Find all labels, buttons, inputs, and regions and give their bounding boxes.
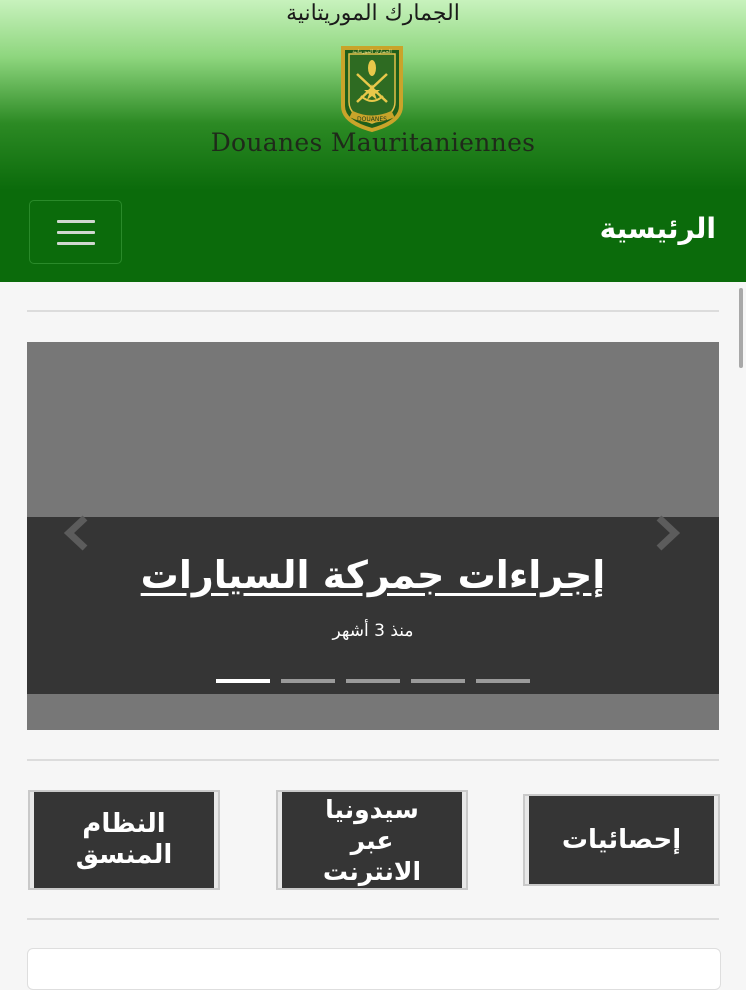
tile-label: النظام المنسق	[75, 809, 173, 870]
tile-statistics-button[interactable]	[525, 796, 718, 884]
divider	[27, 310, 719, 312]
carousel-indicator[interactable]	[476, 679, 530, 683]
tile-sydonia-online-button[interactable]	[278, 792, 466, 888]
carousel-indicators	[216, 679, 536, 684]
brand-latin-text: Douanes Mauritaniennes	[210, 128, 536, 157]
tile-label: إحصائيات	[561, 824, 682, 855]
carousel-indicator[interactable]	[216, 679, 270, 683]
hamburger-icon	[57, 220, 95, 223]
customs-emblem-logo[interactable]	[339, 44, 405, 132]
carousel-caption	[27, 517, 719, 694]
slide-date: منذ 3 أشهر	[332, 621, 414, 641]
divider	[27, 759, 719, 761]
carousel-indicator[interactable]	[411, 679, 465, 683]
carousel-indicator[interactable]	[281, 679, 335, 683]
site-header	[0, 0, 746, 190]
main-navbar	[0, 190, 746, 282]
nav-home-link[interactable]: الرئيسية	[599, 212, 716, 245]
slide-title-link[interactable]: إجراءات جمركة السيارات	[140, 553, 606, 597]
page-scrollbar[interactable]	[739, 288, 743, 368]
chevron-left-icon[interactable]	[63, 514, 91, 560]
divider	[27, 918, 719, 920]
menu-toggle-button[interactable]	[29, 200, 122, 264]
carousel-indicator[interactable]	[346, 679, 400, 683]
tile-harmonized-system-button[interactable]	[30, 792, 218, 888]
tile-label: سيدونيا عبر الانترنت	[322, 794, 422, 886]
brand-arabic-text: الجمارك الموريتانية	[286, 1, 460, 26]
svg-text:الجمارك الموريتانية: الجمارك الموريتانية	[352, 49, 392, 55]
content-card	[27, 948, 721, 990]
news-carousel[interactable]	[27, 342, 719, 730]
chevron-right-icon[interactable]	[653, 514, 681, 560]
svg-text:DOUANES: DOUANES	[357, 116, 387, 123]
hamburger-icon-bar	[57, 231, 95, 234]
hamburger-icon-bar	[57, 242, 95, 245]
